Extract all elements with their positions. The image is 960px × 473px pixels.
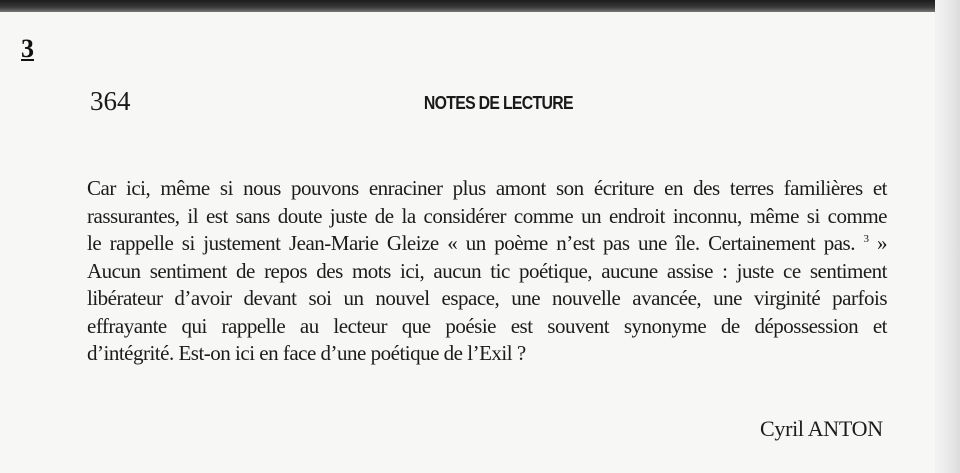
text-line: d’intégrité. Est-on ici en face d’une poétique de l’Exil ? [87,341,526,365]
text-line: rassurantes, il est sans doute juste de la considérer comme un endroit inconnu, même si comme [87,203,887,228]
footnote-marker: 3 [863,233,869,245]
page-right-edge [935,0,960,473]
page-number: 364 [90,86,131,116]
text-line: effrayante qui rappelle au lecteur que poésie est souvent synonyme de dépossession et [87,313,887,338]
corner-mark: 3 [21,34,34,63]
text-line: Aucun sentiment de repos des mots ici, aucun tic poétique, aucune assise : juste ce sentiment [87,258,887,283]
body-paragraph [87,175,887,368]
text-line [87,230,887,258]
text-line: Car ici, même si nous pouvons enraciner plus amont son écriture en des terres familières et [87,176,887,200]
running-title: NOTES DE LECTURE [423,93,573,113]
text-line-content: le rappelle si justement Jean-Marie Gleize « un poème n’est pas une île. Certainement pas. [87,231,855,255]
closing-quote: » [877,231,888,255]
author-signature: Cyril ANTON [760,416,883,441]
text-line: libérateur d’avoir devant soi un nouvel espace, une nouvelle avancée, une virginité parfois [87,286,887,310]
